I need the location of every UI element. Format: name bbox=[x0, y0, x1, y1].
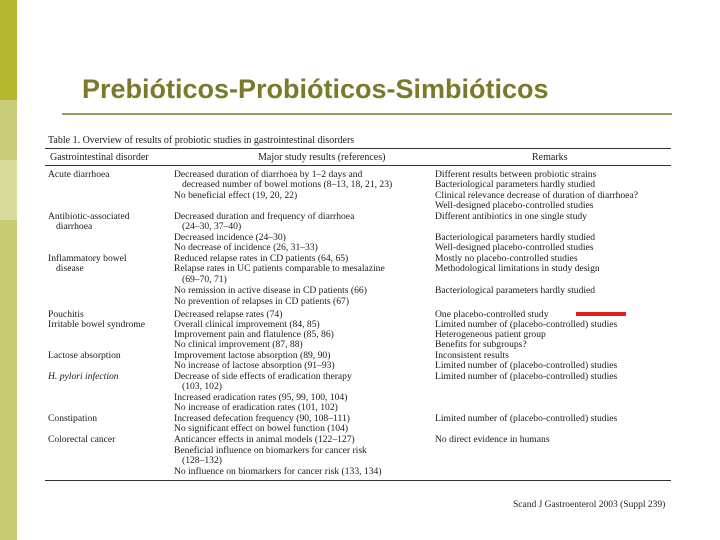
table-cell-remark: One placebo-controlled study bbox=[435, 309, 549, 320]
table-cell-result: Improvement lactose absorption (89, 90) bbox=[174, 350, 331, 361]
table-cell-result: No significant effect on bowel function (104) bbox=[174, 423, 349, 434]
table-cell-result: (69–70, 71) bbox=[182, 274, 227, 285]
table-cell-remark: Limited number of (placebo-controlled) studies bbox=[435, 371, 618, 382]
table-cell-result: Decreased incidence (24–30) bbox=[174, 232, 286, 243]
table-cell-result: (128–132) bbox=[182, 455, 222, 466]
title-underline bbox=[62, 113, 672, 115]
table-cell-result: Decrease of side effects of eradication therapy bbox=[174, 371, 352, 382]
table-cell-result: Increased eradication rates (95, 99, 100, 104) bbox=[174, 392, 348, 403]
sidebar-stripe bbox=[0, 100, 17, 160]
table-cell-result: Beneficial influence on biomarkers for cancer risk bbox=[174, 445, 367, 456]
table-cell-remark: Bacteriological parameters hardly studied bbox=[435, 179, 596, 190]
table-cell-disorder: Antibiotic-associated bbox=[48, 211, 130, 222]
table-cell-result: decreased number of bowel motions (8–13, 18, 21, 23) bbox=[182, 179, 393, 190]
table-cell-result: No remission in active disease in CD patients (66) bbox=[174, 285, 367, 296]
column-header-remarks: Remarks bbox=[532, 152, 568, 163]
table-cell-result: (24–30, 37–40) bbox=[182, 221, 242, 232]
slide-title: Prebióticos-Probióticos-Simbióticos bbox=[82, 74, 549, 104]
table-cell-remark: Well-designed placebo-controlled studies bbox=[435, 200, 594, 211]
table-cell-disorder: H. pylori infection bbox=[48, 371, 119, 382]
table-cell-result: No influence on biomarkers for cancer risk (133, 134) bbox=[174, 466, 382, 477]
table-cell-result: No increase of eradication rates (101, 102) bbox=[174, 402, 338, 413]
column-header-results: Major study results (references) bbox=[258, 152, 386, 163]
table-rule-bottom bbox=[45, 480, 671, 481]
table-cell-result: No prevention of relapses in CD patients (67) bbox=[174, 296, 350, 307]
red-highlight-mark bbox=[576, 312, 626, 316]
table-cell-result: Overall clinical improvement (84, 85) bbox=[174, 319, 320, 330]
table-cell-result: Reduced relapse rates in CD patients (64, 65) bbox=[174, 253, 349, 264]
table-cell-disorder: Colorectal cancer bbox=[48, 434, 116, 445]
table-cell-result: Relapse rates in UC patients comparable to mesalazine bbox=[174, 263, 385, 274]
table-cell-disorder: Pouchitis bbox=[48, 309, 84, 320]
table-cell-remark: Limited number of (placebo-controlled) studies bbox=[435, 319, 618, 330]
table-cell-remark: Different antibiotics in one single study bbox=[435, 211, 587, 222]
table-cell-result: (103, 102) bbox=[182, 381, 222, 392]
table-cell-remark: Limited number of (placebo-controlled) studies bbox=[435, 360, 618, 371]
table-cell-remark: Mostly no placebo-controlled studies bbox=[435, 253, 578, 264]
table-cell-disorder: Inflammatory bowel bbox=[48, 253, 127, 264]
table-cell-result: No beneficial effect (19, 20, 22) bbox=[174, 190, 298, 201]
table-cell-remark: Bacteriological parameters hardly studied bbox=[435, 232, 596, 243]
table-cell-disorder: Acute diarrhoea bbox=[48, 169, 110, 180]
table-cell-result: Decreased duration and frequency of diarrhoea bbox=[174, 211, 355, 222]
table-rule-header bbox=[45, 165, 671, 166]
table-cell-remark: Heterogeneous patient group bbox=[435, 329, 546, 340]
table-cell-disorder: Lactose absorption bbox=[48, 350, 121, 361]
table-cell-remark: Methodological limitations in study design bbox=[435, 263, 600, 274]
table-cell-remark: Inconsistent results bbox=[435, 350, 509, 361]
table-cell-remark: No direct evidence in humans bbox=[435, 434, 550, 445]
sidebar-stripe bbox=[0, 220, 17, 540]
table-rule-top bbox=[45, 148, 671, 149]
table-cell-disorder: Irritable bowel syndrome bbox=[48, 319, 145, 330]
table-cell-result: Improvement pain and flatulence (85, 86) bbox=[174, 329, 334, 340]
table-cell-result: No increase of lactose absorption (91–93) bbox=[174, 360, 335, 371]
table-caption: Table 1. Overview of results of probiotic studies in gastrointestinal disorders bbox=[48, 135, 355, 146]
table-cell-result: Decreased duration of diarrhoea by 1–2 days and bbox=[174, 169, 363, 180]
column-header-disorder: Gastrointestinal disorder bbox=[50, 152, 149, 163]
table-cell-remark: Limited number of (placebo-controlled) studies bbox=[435, 413, 618, 424]
table-cell-result: Anticancer effects in animal models (122–127) bbox=[174, 434, 355, 445]
sidebar-stripe bbox=[0, 160, 17, 220]
table-cell-remark: Clinical relevance decrease of duration of diarrhoea? bbox=[435, 190, 638, 201]
table-cell-disorder: diarrhoea bbox=[56, 221, 93, 232]
table-cell-disorder: disease bbox=[56, 263, 84, 274]
table-cell-result: No decrease of incidence (26, 31–33) bbox=[174, 242, 318, 253]
slide-sidebar-bar bbox=[0, 0, 17, 540]
table-cell-result: No clinical improvement (87, 88) bbox=[174, 339, 303, 350]
table-cell-remark: Well-designed placebo-controlled studies bbox=[435, 242, 594, 253]
source-citation: Scand J Gastroenterol 2003 (Suppl 239) bbox=[513, 500, 666, 510]
table-cell-result: Increased defecation frequency (90, 108–111) bbox=[174, 413, 350, 424]
sidebar-stripe bbox=[0, 0, 17, 100]
table-cell-disorder: Constipation bbox=[48, 413, 98, 424]
table-cell-remark: Bacteriological parameters hardly studied bbox=[435, 285, 596, 296]
table-cell-remark: Benefits for subgroups? bbox=[435, 339, 527, 350]
table-cell-result: Decreased relapse rates (74) bbox=[174, 309, 283, 320]
table-cell-remark: Different results between probiotic strains bbox=[435, 169, 597, 180]
